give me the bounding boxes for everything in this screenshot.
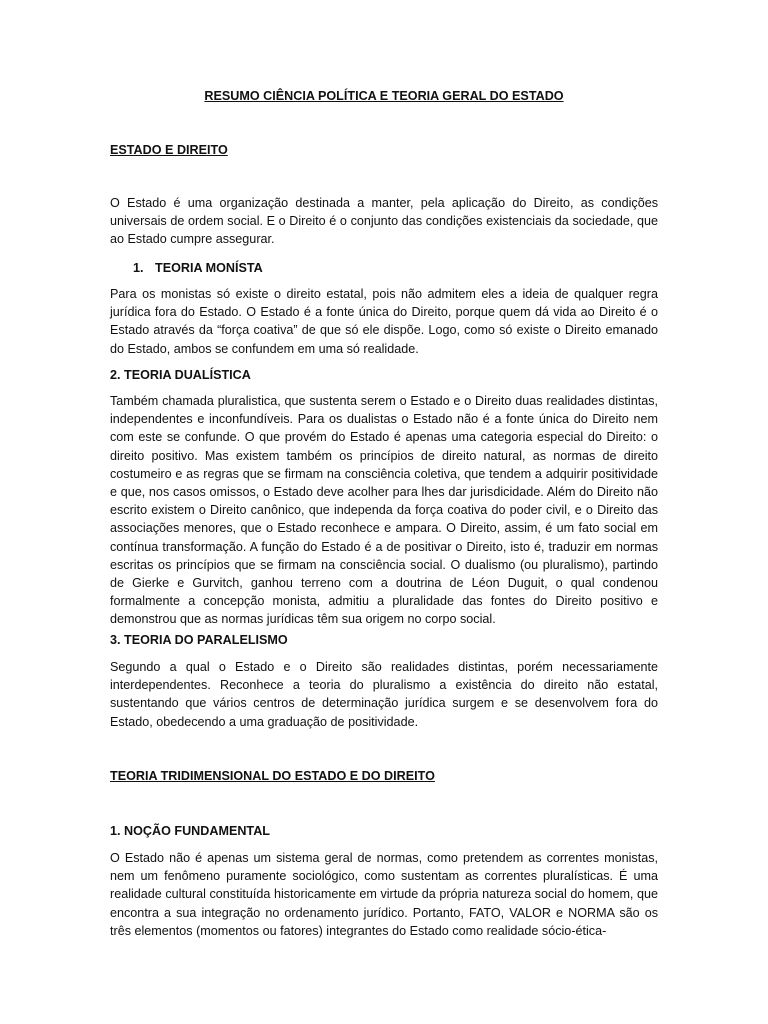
paragraph-teoria-paralelismo: Segundo a qual o Estado e o Direito são realidades distintas, porém necessariamente interdependentes. Reconhece a teoria do pluralismo a existência do direito não estatal, sustentando que vários centros de determinação jurídica surgem e se desenvolvem fora do Estado, obedecendo a uma graduação de positividade. bbox=[110, 660, 658, 729]
heading-teoria-dualistica: 2. TEORIA DUALÍSTICA bbox=[110, 368, 251, 382]
paragraph-teoria-dualistica: Também chamada pluralistica, que sustenta serem o Estado e o Direito duas realidades distintas, independentes e inconfundíveis. Para os dualistas o Estado não é a fonte única do Direito nem com este se confunde. O que provém do Estado é apenas uma categoria especial do Direito: o direito positivo. Mas existem também os princípios de direito natural, as normas de direito costumeiro e as regras que se firmam na consciência coletiva, que tendem a adquirir positividade e que, nos casos omissos, o Estado deve acolher para lhes dar jurisdicidade. Além do Direito não escrito existem o Direito canônico, que independa da força coativa do poder civil, e o Direito das associações menores, que o Estado reconhece e ampara. O Direito, assim, é um fato social em contínua transformação. A função do Estado é a de positivar o Direito, isto é, traduzir em normas escritas os princípios que se firmam na consciência social. O dualismo (ou pluralismo), partindo de Gierke e Gurvitch, ganhou terreno com a doutrina de Léon Duguit, o qual condenou formalmente a concepção monista, admitiu a pluralidade das fontes do Direito positivo e demonstrou que as normas jurídicas têm sua origem no corpo social. bbox=[110, 394, 658, 627]
paragraph-teoria-monista: Para os monistas só existe o direito estatal, pois não admitem eles a ideia de qualquer regra jurídica fora do Estado. O Estado é a fonte única do Direito, porque quem dá vida ao Direito é o Estado através da “força coativa” de que só ele dispõe. Logo, como só existe o Direito emanado do Estado, ambos se confundem em uma só realidade. bbox=[110, 287, 658, 356]
intro-paragraph: O Estado é uma organização destinada a manter, pela aplicação do Direito, as condições universais de ordem social. E o Direito é o conjunto das condições existenciais da sociedade, que ao Estado cumpre assegurar. bbox=[110, 196, 658, 247]
heading-number: 1. bbox=[133, 261, 144, 275]
document-title: RESUMO CIÊNCIA POLÍTICA E TEORIA GERAL DO ESTADO bbox=[204, 89, 564, 103]
section-heading-tridimensional: TEORIA TRIDIMENSIONAL DO ESTADO E DO DIREITO bbox=[110, 769, 435, 783]
heading-teoria-monista bbox=[133, 259, 658, 277]
section-heading-estado-direito: ESTADO E DIREITO bbox=[110, 143, 228, 157]
paragraph-nocao-fundamental: O Estado não é apenas um sistema geral de normas, como pretendem as correntes monistas, nem um fenômeno puramente sociológico, como sustentam as correntes pluralísticas. É uma realidade cultural constituída historicamente em virtude da própria natureza social do homem, que encontra a sua integração no ordenamento jurídico. Portanto, FATO, VALOR e NORMA são os três elementos (momentos ou fatores) integrantes do Estado como realidade sócio-ética- bbox=[110, 851, 658, 938]
heading-label: TEORIA MONÍSTA bbox=[155, 261, 263, 275]
heading-teoria-paralelismo: 3. TEORIA DO PARALELISMO bbox=[110, 633, 288, 647]
heading-nocao-fundamental: 1. NOÇÃO FUNDAMENTAL bbox=[110, 824, 270, 838]
